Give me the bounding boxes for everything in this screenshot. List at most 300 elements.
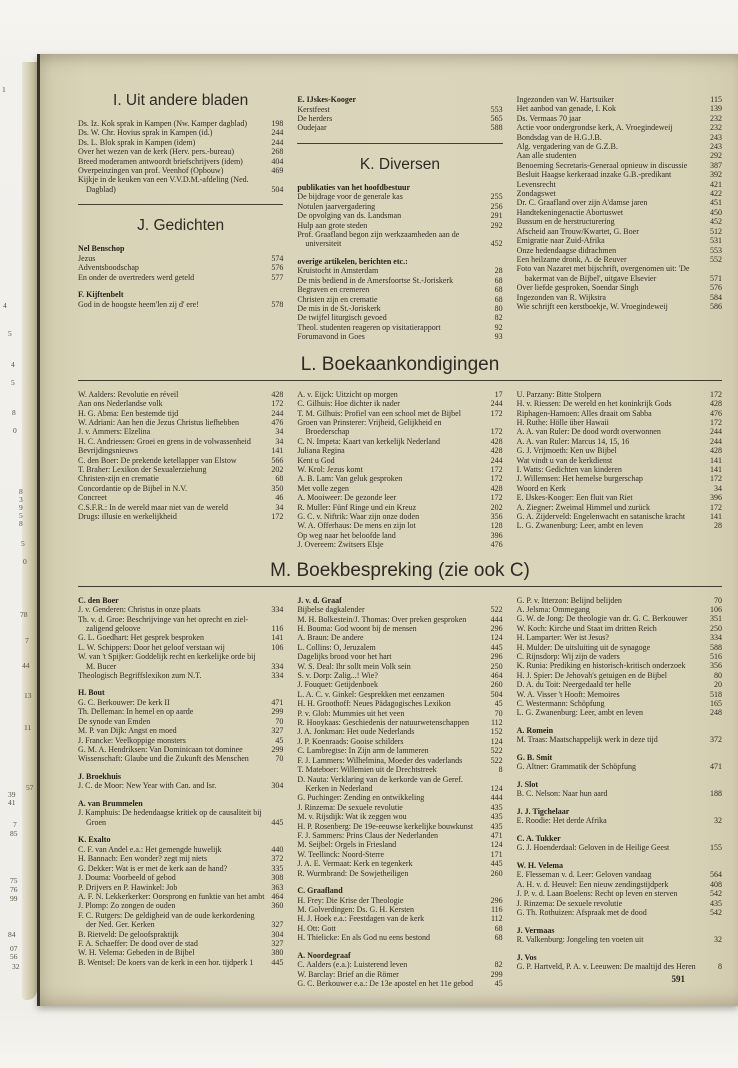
entry-page-number: 435	[490, 812, 503, 822]
entry-group	[517, 780, 722, 799]
entry-page-number: 408	[709, 879, 722, 889]
facing-page-number-fragment: 85	[10, 829, 18, 838]
group-heading: C. Graafland	[297, 885, 343, 895]
entry-page-number: 553	[490, 104, 503, 114]
entry-page-number: 155	[709, 843, 722, 853]
entry-page-number: 476	[490, 540, 503, 550]
index-entry	[517, 512, 722, 521]
entry-title: A. Braun: De andere	[297, 633, 364, 643]
entry-page-number: 421	[709, 179, 722, 189]
index-entry	[517, 596, 722, 605]
entry-title: T. Mateboer: Willemien uit de Drechtstreek	[297, 765, 437, 775]
entry-title: Kruistocht in Amsterdam	[297, 266, 379, 276]
index-entry	[297, 192, 502, 201]
index-entry	[517, 465, 722, 474]
entry-title: C. Aalders (e.a.): Luisterend leven	[297, 960, 408, 970]
index-entry	[78, 873, 283, 882]
entry-page-number: 428	[490, 483, 503, 493]
entry-title: Breed moderamen antwoordt briefschrijvers (idem)	[78, 156, 243, 166]
entry-title: Op weg naar het beloofde land	[297, 530, 396, 540]
entry-page-number: 116	[271, 624, 284, 633]
entry-page-number: 93	[494, 332, 503, 342]
entry-page-number: 469	[271, 166, 284, 176]
index-entry	[297, 521, 502, 530]
index-entry	[78, 437, 283, 446]
facing-page-number-fragment: 56	[10, 952, 18, 961]
index-entry	[517, 762, 722, 771]
index-entry	[297, 662, 502, 671]
index-entry	[297, 765, 502, 774]
group-heading: W. H. Velema	[516, 860, 564, 870]
index-entry	[517, 189, 722, 198]
index-entry	[78, 175, 283, 194]
index-entry	[78, 157, 283, 166]
entry-title: L. W. Schippers: Door het geloof verstaan wij	[78, 642, 225, 652]
entry-page-number: 356	[709, 661, 722, 671]
column-3	[517, 80, 722, 342]
entry-title: Aan ons Nederlandse volk	[78, 399, 163, 409]
index-entry	[517, 633, 722, 642]
index-entry	[78, 671, 283, 680]
entry-group	[78, 835, 283, 967]
entry-page-number: 172	[490, 474, 503, 484]
entry-title: R. Wurmbrand: De Sowjetheiligen	[297, 868, 409, 878]
index-entry	[297, 869, 502, 878]
entry-page-number: 243	[709, 132, 722, 142]
index-entry	[517, 699, 722, 708]
index-entry	[297, 540, 502, 549]
entry-title: C. den Boer: De prekende ketellapper van Elstow	[78, 455, 237, 465]
entry-page-number: 70	[275, 716, 284, 726]
index-entry	[517, 446, 722, 455]
entry-page-number: 244	[271, 408, 284, 418]
entry-page-number: 250	[709, 623, 722, 633]
entry-title: H. Mulder: De uitsluiting uit de synagoge	[516, 642, 651, 652]
facing-page-number-fragment: 78	[20, 610, 28, 619]
entry-page-number: 188	[709, 789, 722, 799]
entry-group	[78, 799, 283, 827]
entry-title: A. v. Eijck: Uitzicht op morgen	[297, 389, 398, 399]
entry-page-number: 522	[490, 605, 503, 615]
entry-title: Aan alle studenten	[516, 151, 577, 161]
index-entry	[517, 409, 722, 418]
entry-page-number: 292	[490, 220, 503, 230]
entry-title: G. Dekker: Wat is er met de kerk aan de hand?	[78, 863, 228, 873]
entry-title: H. Lamparter: Wer ist Jesus?	[516, 633, 609, 643]
index-entry	[517, 302, 722, 311]
index-entry	[297, 859, 502, 868]
index-entry	[297, 123, 502, 132]
index-entry	[517, 390, 722, 399]
index-entry	[78, 652, 283, 671]
entry-group	[517, 861, 722, 918]
entry-title: Kijkje in de keuken van een V.V.D.M.-afdeling (Ned. Dagblad)	[78, 175, 249, 194]
entry-group	[297, 257, 502, 342]
entry-title: H. J. Hoek e.a.: Feestdagen van de kerk	[297, 914, 425, 924]
index-entry	[297, 276, 502, 285]
entry-title: A. Jelsma: Ommegang	[516, 605, 590, 614]
entry-page-number: 327	[271, 938, 284, 948]
facing-page-number-fragment: 1	[2, 85, 6, 94]
entry-page-number: 198	[271, 119, 284, 128]
entry-title: W. H. Velema: Gebeden in de Bijbel	[78, 948, 195, 958]
index-entry	[78, 726, 283, 735]
index-entry	[78, 300, 283, 309]
group-heading: J. Vos	[516, 952, 537, 962]
index-entry	[297, 465, 502, 474]
index-entry	[297, 605, 502, 614]
entry-page-number: 504	[490, 689, 503, 699]
m-column-2	[297, 596, 502, 989]
divider	[78, 204, 283, 205]
entry-page-number: 552	[709, 254, 722, 264]
entry-page-number: 564	[709, 870, 722, 880]
group-heading: C. A. Tukker	[516, 833, 561, 843]
entry-page-number: 171	[490, 849, 503, 859]
group-heading: overige artikelen, berichten etc.:	[297, 256, 408, 266]
entry-page-number: 232	[709, 113, 722, 123]
index-entry	[297, 105, 502, 114]
entry-page-number: 452	[709, 217, 722, 227]
index-entry	[78, 166, 283, 175]
index-entry	[297, 822, 502, 831]
group-heading: A. van Brummelen	[78, 798, 143, 808]
entry-title: Emigratie naar Zuid-Afrika	[516, 236, 605, 246]
entry-title: L. G. Zwanenburg: Leer, ambt en leven	[516, 708, 644, 718]
entry-page-number: 260	[490, 680, 503, 690]
entry-page-number: 124	[490, 840, 503, 850]
entry-title: G. M. A. Hendriksen: Van Dominicaan tot dominee	[78, 745, 243, 755]
entry-page-number: 244	[709, 427, 722, 437]
entry-page-number: 577	[271, 272, 284, 282]
index-entry	[297, 850, 502, 859]
entry-page-number: 566	[271, 455, 284, 465]
entry-title: Wissenschaft: Glaube und die Zukunft des Menschen	[78, 754, 249, 764]
entry-title: Bijbelse dagkalender	[297, 605, 365, 615]
entry-page-number: 244	[490, 455, 503, 465]
entry-group	[78, 290, 283, 309]
entry-page-number: 141	[271, 446, 284, 456]
index-entry	[78, 892, 283, 901]
entry-page-number: 45	[494, 979, 503, 988]
index-entry	[297, 793, 502, 802]
entry-title: H. Thielicke: En als God nu eens bestond	[297, 933, 431, 943]
l-column-2	[297, 390, 502, 550]
index-entry	[517, 652, 722, 661]
index-entry	[297, 914, 502, 923]
index-entry	[78, 390, 283, 399]
index-entry	[517, 208, 722, 217]
group-heading: J. Vermaas	[516, 925, 555, 935]
index-entry	[297, 643, 502, 652]
m-column-1	[78, 596, 283, 989]
entry-page-number: 244	[271, 137, 284, 147]
index-entry	[78, 883, 283, 892]
index-entry	[297, 709, 502, 718]
entry-title: E. IJskes-Kooger: Een fluit van Riet	[516, 493, 633, 503]
index-entry	[517, 456, 722, 465]
index-entry	[297, 840, 502, 849]
entry-title: G. W. de Jong: De theologie van dr. G. C. Berkouwer	[516, 614, 688, 624]
entry-page-number: 296	[490, 624, 503, 633]
index-entry	[78, 465, 283, 474]
index-entry	[517, 908, 722, 917]
entry-page-number: 45	[494, 699, 503, 709]
facing-page-number-fragment: 8	[12, 408, 16, 417]
entry-title: J. Fouquet: Getijdenboek	[297, 680, 378, 690]
entry-page-number: 243	[709, 142, 722, 152]
entry-title: R. Hooykaas: Geschiedenis der natuurwetenschappen	[297, 718, 470, 728]
index-entry	[517, 643, 722, 652]
entry-title: H. Bannach: Een wonder? zegt mij niets	[78, 854, 208, 864]
entry-title: J. Douma: Voorbeeld of gebod	[78, 873, 176, 883]
facing-page-number-fragment: 9	[19, 503, 23, 512]
facing-page-number-fragment: 76	[10, 885, 18, 894]
entry-group	[297, 95, 502, 133]
entry-title: Over liefde gesproken, Soendar Singh	[516, 283, 639, 293]
entry-title: J. Rinzema: De sexuele revolutie	[516, 898, 623, 908]
facing-page-number-fragment: 8	[19, 487, 23, 496]
entry-page-number: 128	[490, 521, 503, 531]
index-entry	[78, 493, 283, 502]
group-heading: G. B. Smit	[516, 752, 553, 762]
divider	[78, 380, 722, 381]
index-entry	[297, 114, 502, 123]
index-entry	[517, 114, 722, 123]
entry-title: Concreet	[78, 493, 107, 503]
index-entry	[517, 680, 722, 689]
entry-page-number: 440	[271, 844, 284, 854]
entry-title: P. Drijvers en P. Hawinkel: Job	[78, 882, 178, 892]
index-entry	[297, 633, 502, 642]
index-entry	[517, 418, 722, 427]
entry-page-number: 304	[271, 929, 284, 939]
index-entry	[78, 845, 283, 854]
index-entry	[517, 133, 722, 142]
entry-title: God in de hoogste heem'len zij d' ere!	[78, 299, 199, 309]
entry-title: G. Puchinger: Zending en ontwikkeling	[297, 793, 425, 803]
entry-page-number: 335	[271, 863, 284, 873]
index-entry	[78, 939, 283, 948]
entry-page-number: 172	[271, 511, 284, 521]
entry-title: Woord en Kerk	[516, 483, 566, 493]
entry-title: Th. Delleman: In hemel en op aarde	[78, 707, 194, 717]
index-entry	[297, 313, 502, 322]
entry-page-number: 392	[709, 170, 722, 180]
entry-title: H. P. Rosenberg: De 19e-eeuwse kerkelijke bouwkunst	[297, 821, 474, 831]
entry-title: D. Nauta: Verklaring van de kerkorde van de Geref. Kerken in Nederland	[297, 774, 463, 793]
index-entry	[297, 418, 502, 437]
entry-page-number: 244	[709, 436, 722, 446]
entry-page-number: 428	[709, 399, 722, 409]
index-entry	[78, 409, 283, 418]
entry-page-number: 445	[271, 817, 284, 827]
entry-title: Ingezonden van R. Wijkstra	[516, 292, 606, 302]
facing-page-number-fragment: 13	[24, 691, 32, 700]
entry-page-number: 588	[709, 642, 722, 652]
index-entry	[517, 474, 722, 483]
entry-title: A. F. N. Lekkerkerker: Oorsprong en funktie van het ambt	[78, 891, 265, 901]
index-entry	[517, 198, 722, 207]
index-entry	[517, 789, 722, 798]
entry-page-number: 304	[271, 781, 284, 791]
entry-title: G. Th. Rothuizen: Afspraak met de dood	[516, 908, 647, 918]
entry-title: J. v. Genderen: Christus in onze plaats	[78, 605, 201, 615]
index-entry	[78, 254, 283, 263]
index-entry	[78, 707, 283, 716]
entry-page-number: 351	[709, 614, 722, 624]
entry-page-number: 80	[713, 670, 722, 680]
entry-title: Een heilzame dronk, A. de Reuver	[516, 254, 627, 264]
entry-page-number: 372	[271, 854, 284, 864]
entry-page-number: 172	[490, 427, 503, 437]
entry-title: J. A. Jonkman: Het oude Nederlands	[297, 727, 415, 737]
entry-title: Levensrecht	[516, 179, 556, 189]
entry-title: Concordantie op de Bijbel in N.V.	[78, 483, 187, 493]
entry-page-number: 444	[490, 793, 503, 803]
entry-page-number: 299	[490, 969, 503, 979]
entry-page-number: 34	[275, 427, 284, 437]
entry-page-number: 476	[271, 417, 284, 427]
index-entry	[517, 870, 722, 879]
l-column-1	[78, 390, 283, 550]
entry-title: T. M. Gilhuis: Profiel van een school met de Bijbel	[297, 408, 461, 418]
facing-page-number-fragment: 7	[13, 820, 17, 829]
entry-page-number: 139	[709, 104, 722, 114]
entry-page-number: 299	[271, 745, 284, 755]
entry-page-number: 70	[275, 754, 284, 764]
index-entry	[297, 718, 502, 727]
group-heading: J. Broekhuis	[78, 771, 121, 781]
entry-title: Besluit Haagse kerkeraad inzake G.B.-predikant	[516, 170, 672, 180]
entry-page-number: 350	[271, 483, 284, 493]
entry-title: Foto van Nazaret met bijschrift, overgenomen uit: 'De bakermat van de Bijbel', uitgave Elsevier	[516, 264, 690, 283]
entry-page-number: 584	[709, 292, 722, 302]
entry-title: W. Koch: Kirche und Staat im dritten Reich	[516, 623, 657, 633]
index-entry	[297, 474, 502, 483]
entry-title: M. v. Rijsdijk: Wat ik zeggen wou	[297, 812, 407, 822]
entry-page-number: 172	[271, 399, 284, 409]
index-entry	[297, 671, 502, 680]
entry-page-number: 471	[709, 762, 722, 772]
entry-page-number: 152	[490, 727, 503, 737]
entry-title: J. v. Ammers: Elzelina	[78, 427, 151, 437]
index-entry	[78, 474, 283, 483]
entry-title: J. P. v. d. Laan Boelens: Recht op leven en sterven	[516, 889, 678, 899]
index-entry	[517, 95, 722, 104]
entry-title: H. Ruthe: Hölle über Hawaii	[516, 417, 609, 427]
entry-title: Alg. vergadering van de G.Z.B.	[516, 142, 618, 152]
entry-title: De bijdrage voor de generale kas	[297, 192, 403, 202]
index-entry	[517, 399, 722, 408]
entry-page-number: 360	[271, 901, 284, 911]
entry-title: A. Ziegner: Zweimal Himmel und zurück	[516, 502, 650, 512]
entry-title: G. Altner: Grammatik der Schöpfung	[516, 762, 636, 772]
index-entry	[517, 104, 722, 113]
index-entry	[297, 456, 502, 465]
entry-group	[297, 596, 502, 878]
facing-page-number-fragment: 4	[11, 360, 15, 369]
section-k-continued-entries	[517, 95, 722, 311]
facing-page-number-fragment: 57	[26, 783, 34, 792]
entry-title: A. Mooiweer: De gezonde leer	[297, 493, 397, 503]
entry-title: J. Francke: Veelkoppige monsters	[78, 735, 186, 745]
entry-page-number: 202	[490, 502, 503, 512]
entry-title: C. Gilhuis: Hoe dichter ik nader	[297, 399, 400, 409]
entry-title: Christen-zijn en crematie	[78, 474, 159, 484]
index-entry	[297, 924, 502, 933]
entry-title: Th. v. d. Groe: Beschrijvinge van het oprecht en ziel-zaligend geloove	[78, 614, 249, 633]
index-entry	[78, 484, 283, 493]
facing-page-number-fragment: 07	[10, 944, 18, 953]
index-entry	[297, 775, 502, 794]
entry-group	[517, 753, 722, 772]
index-entry	[297, 332, 502, 341]
index-entry	[297, 399, 502, 408]
entry-group	[297, 886, 502, 943]
index-entry	[78, 958, 283, 967]
entry-page-number: 452	[490, 239, 503, 249]
entry-page-number: 464	[271, 891, 284, 901]
entry-title: B. C. Nelson: Naar hun aard	[516, 789, 608, 799]
index-entry	[517, 484, 722, 493]
entry-title: Notulen jaarvergadering	[297, 201, 376, 211]
entry-page-number: 292	[709, 151, 722, 161]
entry-title: De twijfel liturgisch gevoed	[297, 313, 387, 323]
index-entry	[297, 493, 502, 502]
entry-page-number: 450	[709, 207, 722, 217]
group-heading: J. Slot	[516, 779, 538, 789]
entry-title: W. Adriani: Aan hen die Jezus Christus liefhebben	[78, 417, 240, 427]
entry-title: Ds. W. Chr. Hovius sprak in Kampen (id.)	[78, 128, 213, 138]
entry-page-number: 588	[490, 123, 503, 133]
entry-page-number: 522	[490, 746, 503, 756]
index-entry	[297, 737, 502, 746]
index-entry	[297, 652, 502, 661]
index-entry	[78, 446, 283, 455]
entry-page-number: 291	[490, 211, 503, 221]
entry-page-number: 248	[709, 708, 722, 718]
index-entry	[78, 864, 283, 873]
index-entry	[297, 202, 502, 211]
column-2	[297, 80, 502, 342]
entry-page-number: 106	[709, 605, 722, 614]
entry-title: L. Collins: O, Jeruzalem	[297, 642, 376, 652]
entry-page-number: 68	[494, 923, 503, 933]
index-entry	[297, 933, 502, 942]
index-entry	[297, 756, 502, 765]
entry-page-number: 578	[271, 299, 284, 309]
entry-page-number: 106	[271, 642, 284, 652]
entry-title: F. J. Lammers: Wilhelmina, Moeder des vaderlands	[297, 755, 463, 765]
entry-title: H. H. Groothoff: Neues Pädagogisches Lexikon	[297, 699, 451, 709]
entry-title: Handtekeningenactie Abortuswet	[516, 207, 624, 217]
entry-title: U. Parzany: Bitte Stolpern	[516, 389, 602, 399]
entry-group	[517, 834, 722, 853]
entry-page-number: 518	[709, 689, 722, 699]
entry-page-number: 308	[271, 873, 284, 883]
entry-title: Bondsdag van de H.G.J.B.	[516, 132, 602, 142]
entry-title: J. A. E. Vermaat: Kerk en tegenkerk	[297, 859, 413, 869]
entry-title: En onder de overtreders werd geteld	[78, 272, 195, 282]
index-entry	[297, 295, 502, 304]
entry-title: C. N. Impeta: Kaart van kerkelijk Nederland	[297, 436, 440, 446]
entry-page-number: 522	[490, 755, 503, 765]
group-heading: K. Exalto	[78, 835, 111, 845]
divider	[297, 143, 502, 144]
entry-page-number: 334	[709, 633, 722, 643]
index-entry	[297, 812, 502, 821]
